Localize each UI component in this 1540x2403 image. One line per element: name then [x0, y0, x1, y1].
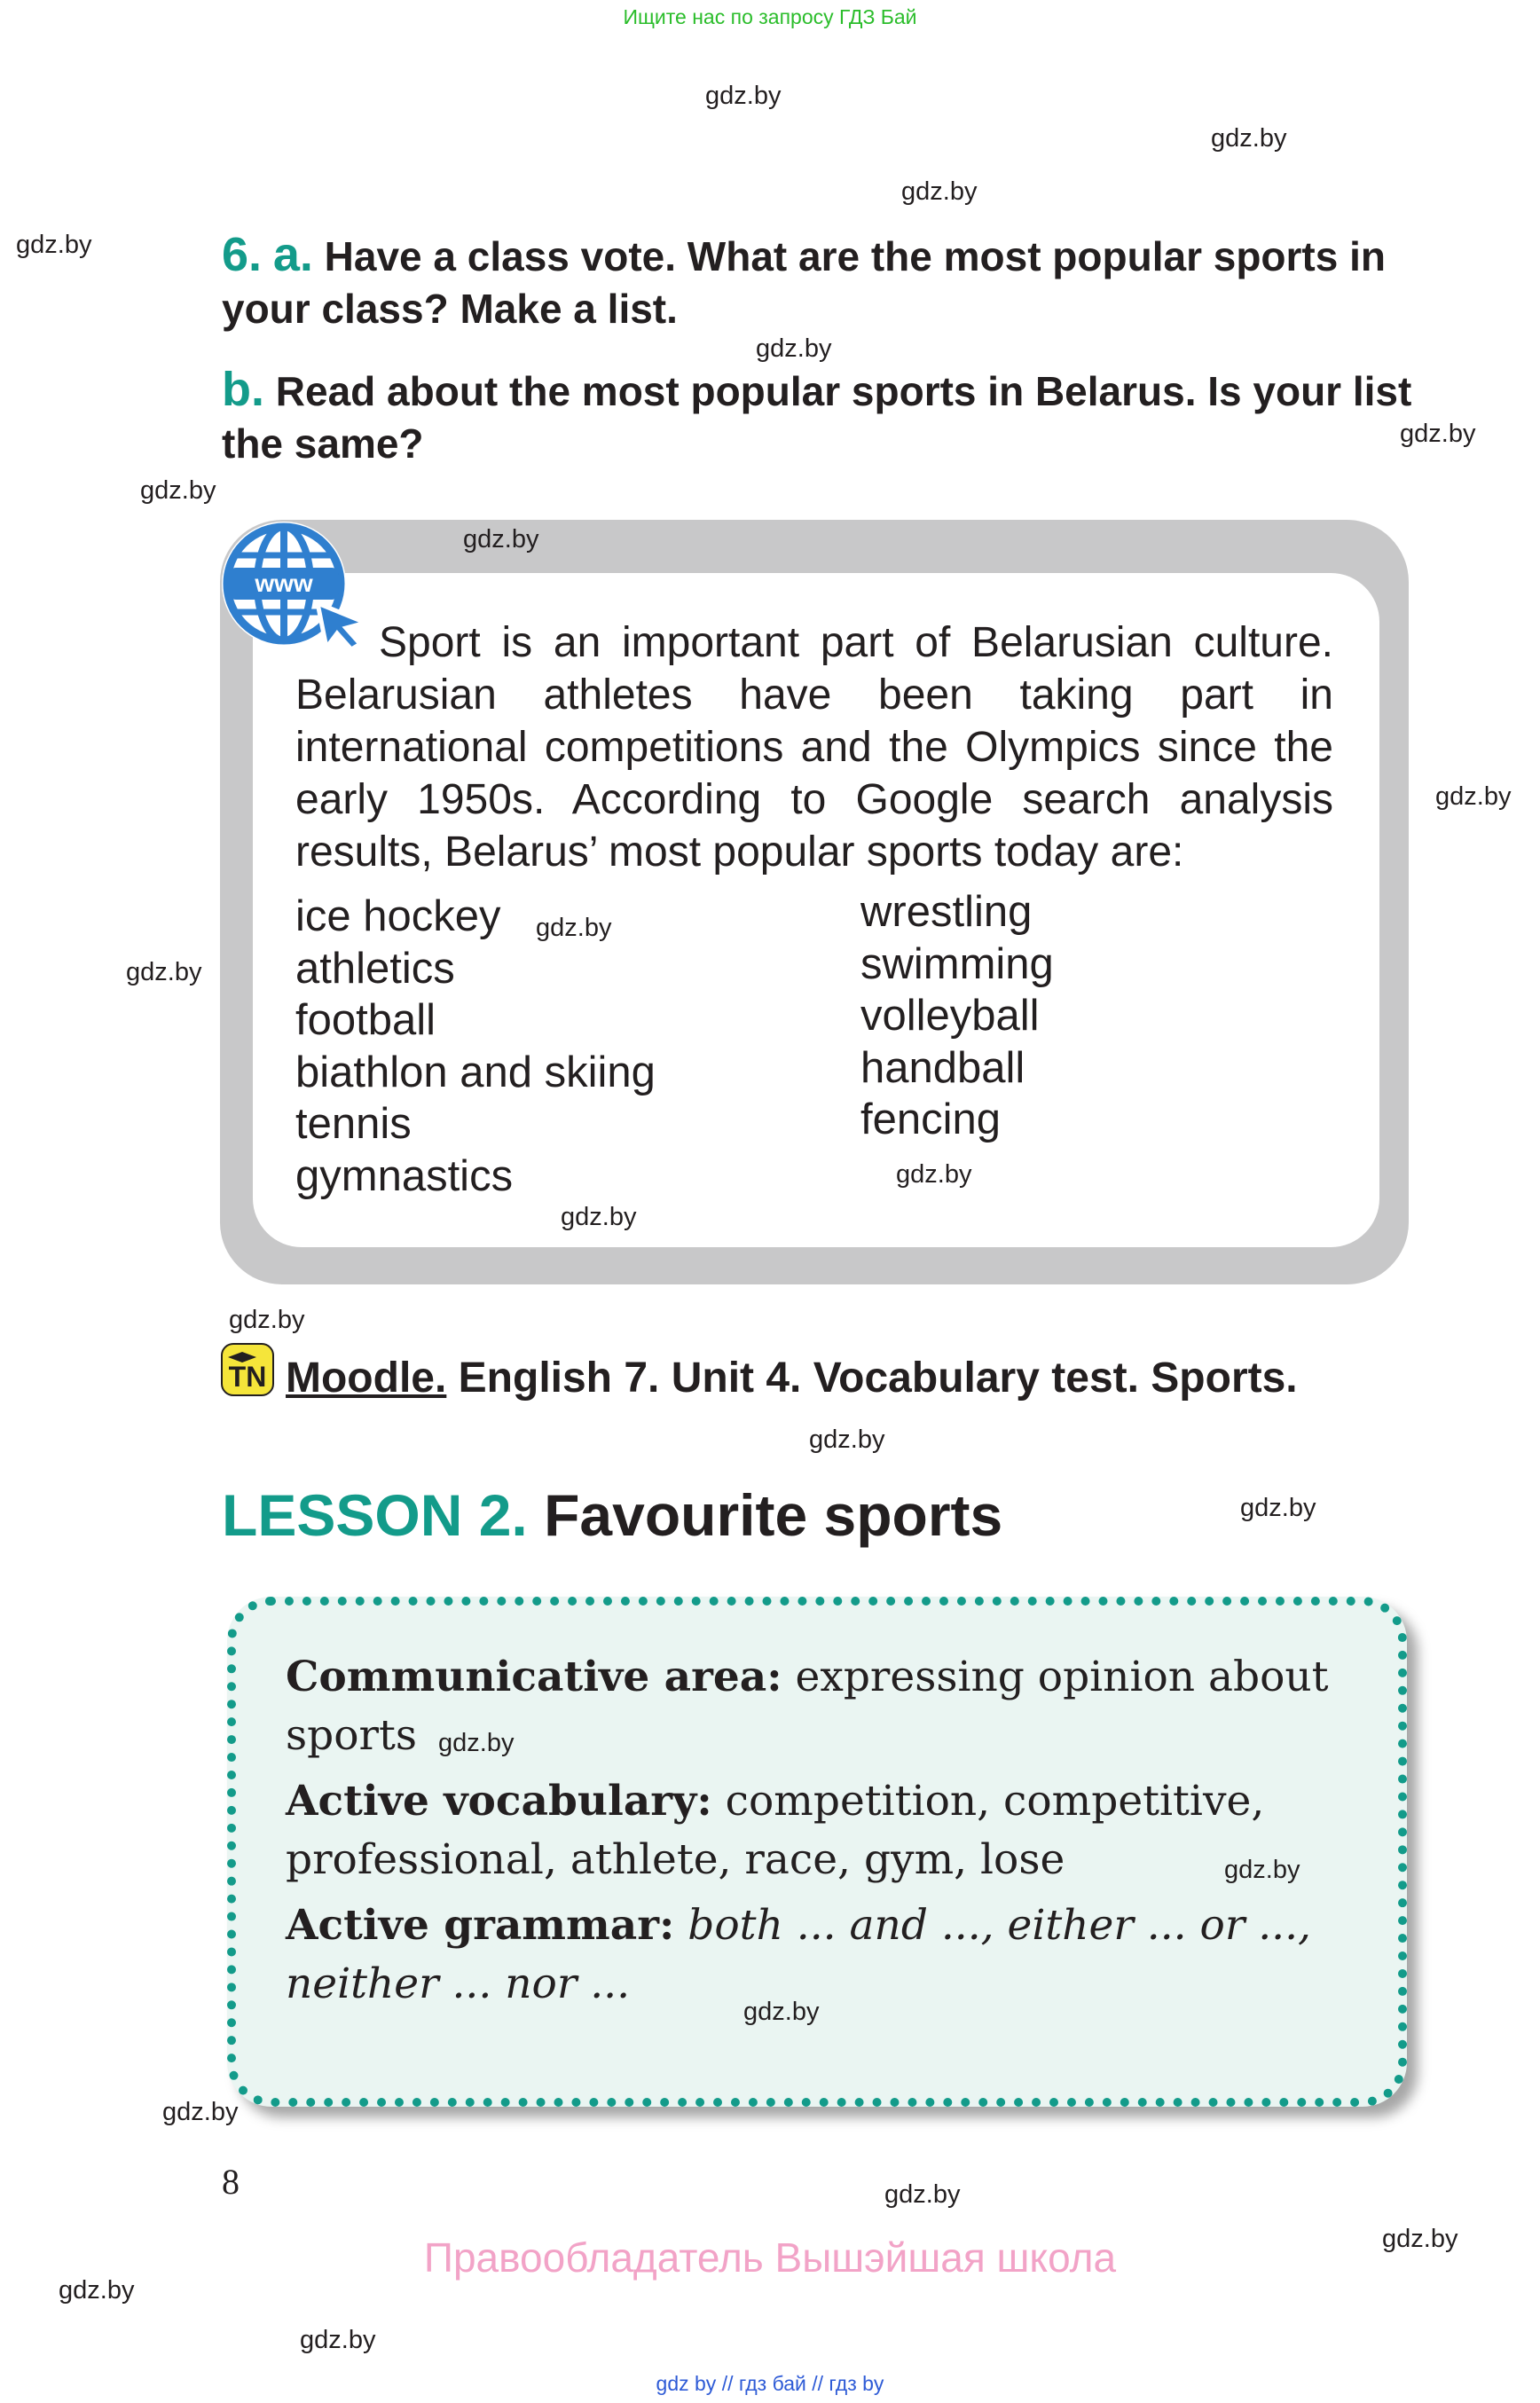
exercise-number: 6. [222, 228, 263, 281]
watermark: gdz.by [1400, 420, 1476, 448]
watermark: gdz.by [705, 82, 782, 110]
part-b-letter: b. [222, 363, 264, 416]
active-vocabulary [286, 1772, 1350, 1889]
watermark: gdz.by [300, 2326, 376, 2354]
part-a-text: Have a class vote. What are the most popular sports in your class? Make a list. [222, 233, 1386, 332]
moodle-text: English 7. Unit 4. Vocabulary test. Sports. [458, 1355, 1298, 1402]
watermark: gdz.by [809, 1425, 885, 1454]
svg-text:www: www [255, 569, 313, 597]
moodle-icon-text: TN [228, 1361, 267, 1393]
watermark: gdz.by [1211, 124, 1287, 153]
lesson-name: Favourite sports [544, 1482, 1003, 1548]
list-item: volleyball [860, 992, 1040, 1040]
list-item: swimming [860, 939, 1054, 988]
watermark: gdz.by [884, 2180, 961, 2209]
watermark: gdz.by [1382, 2225, 1458, 2253]
list-item: tennis [295, 1100, 412, 1148]
lesson-objectives [286, 1648, 1350, 2021]
list-item: biathlon and skiing [295, 1048, 656, 1096]
vocabulary-label: Active vocabulary: [286, 1777, 712, 1826]
part-b-text: Read about the most popular sports in Belarus. Is your list the same? [222, 368, 1412, 467]
footer-links[interactable]: gdz by // гдз бай // гдз by [656, 2372, 884, 2395]
watermark: gdz.by [140, 476, 216, 505]
watermark: gdz.by [1224, 1856, 1300, 1884]
watermark: gdz.by [463, 525, 539, 554]
watermark: gdz.by [536, 914, 612, 942]
vocabulary-text: competition, competitive, professional, athlete, race, gym, lose [286, 1777, 1265, 1884]
exercise-6b [222, 364, 1437, 470]
watermark: gdz.by [162, 2098, 239, 2126]
moodle-line [286, 1354, 1298, 1402]
watermark: gdz.by [901, 177, 978, 206]
communicative-label: Communicative area: [286, 1653, 782, 1701]
list-item: football [295, 996, 436, 1044]
watermark: gdz.by [126, 958, 202, 986]
top-banner[interactable]: Ищите нас по запросу ГДЗ Бай [623, 5, 917, 28]
list-item: athletics [295, 944, 455, 993]
lesson-label: LESSON 2. [222, 1482, 528, 1548]
exercise-6a [222, 229, 1437, 335]
active-grammar [286, 1896, 1350, 2014]
watermark: gdz.by [756, 334, 832, 363]
list-item: handball [860, 1043, 1025, 1092]
watermark: gdz.by [229, 1306, 305, 1334]
grammar-text: both ... and ..., either ... or ..., neither ... nor ... [286, 1901, 1312, 2008]
paragraph-text: Sport is an important part of Belarusian culture. Belarusian athletes have been taking part in international competitions and the Olympics since the early 1950s. According to Google search analysis results, Belarus’ most popular sports today are: [295, 619, 1333, 876]
list-item: gymnastics [295, 1151, 514, 1200]
copyright-notice: Правообладатель Вышэйшая школа [423, 2234, 1117, 2281]
moodle-link[interactable]: Moodle. [286, 1355, 447, 1402]
watermark: gdz.by [59, 2276, 135, 2305]
communicative-text: expressing opinion about sports [286, 1653, 1329, 1760]
page-number: 8 [222, 2162, 240, 2202]
watermark: gdz.by [743, 1998, 820, 2026]
moodle-tn-icon [221, 1343, 274, 1396]
list-item: fencing [860, 1095, 1002, 1143]
watermark: gdz.by [1240, 1494, 1316, 1522]
watermark: gdz.by [1435, 782, 1512, 811]
reading-paragraph [295, 616, 1333, 878]
lesson-title [222, 1481, 1002, 1549]
watermark: gdz.by [16, 231, 92, 259]
watermark: gdz.by [438, 1729, 515, 1757]
sports-list-right [860, 886, 1054, 1146]
watermark: gdz.by [561, 1203, 637, 1231]
list-item: wrestling [860, 888, 1033, 936]
part-a-letter: a. [272, 228, 313, 281]
grammar-label: Active grammar: [286, 1901, 675, 1950]
watermark: gdz.by [896, 1160, 972, 1189]
list-item: ice hockey [295, 892, 501, 940]
